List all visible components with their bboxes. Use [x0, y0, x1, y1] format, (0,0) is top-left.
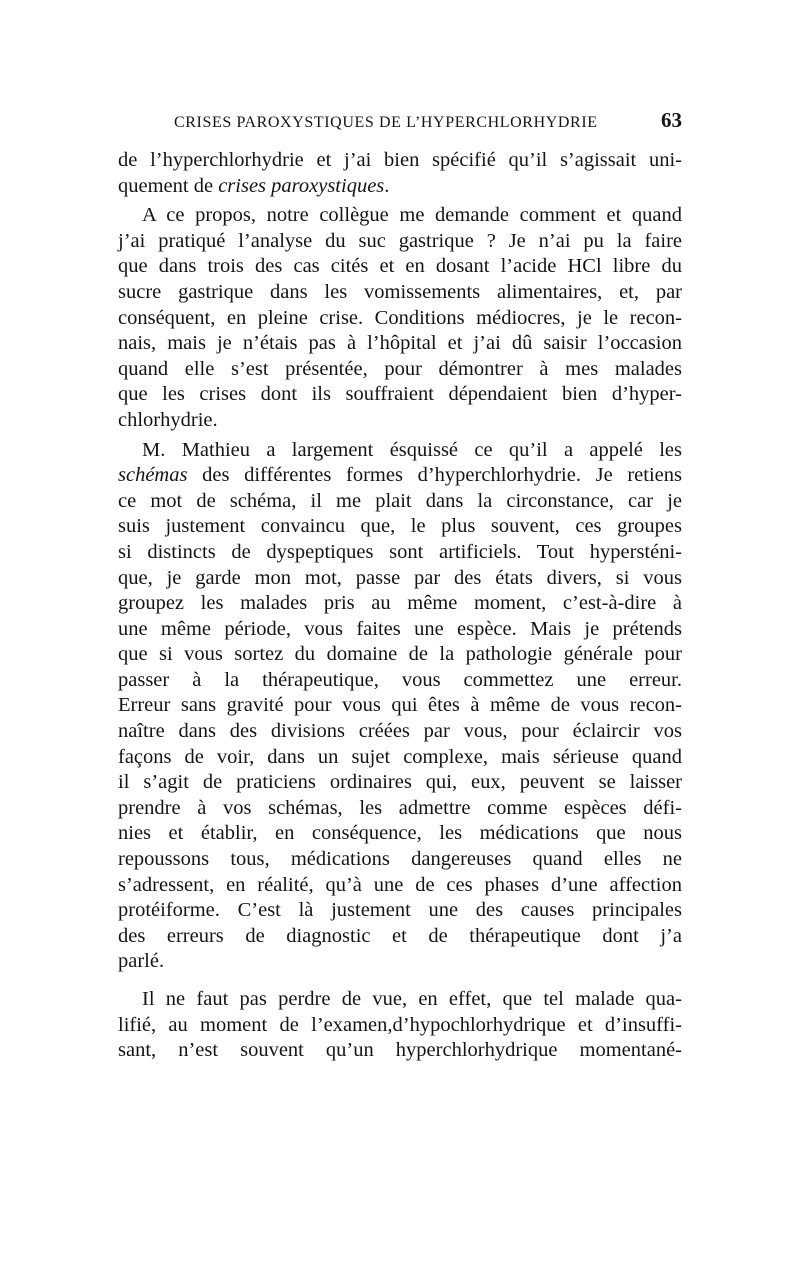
text-line: conséquent, en pleine crise. Conditions médiocres, je le recon-	[118, 306, 682, 329]
text-line: parlé.	[118, 950, 165, 973]
text-line: naître dans des divisions créées par vous, pour éclaircir vos	[118, 720, 682, 743]
text-line: lifié, au moment de l’examen,d’hypochlorhydrique et d’insuffi-	[118, 1013, 682, 1036]
text-line: prendre à vos schémas, les admettre comme espèces défi-	[118, 796, 682, 819]
running-title: CRISES PAROXYSTIQUES DE L’HYPERCHLORHYDRIE	[174, 114, 598, 131]
text-line: quand elle s’est présentée, pour démontrer à mes malades	[118, 357, 682, 380]
text-line: sant, n’est souvent qu’un hyperchlorhydrique momentané-	[118, 1039, 682, 1062]
text-line	[118, 174, 682, 200]
text-line: façons de voir, dans un sujet complexe, mais sérieuse quand	[118, 745, 682, 768]
text-line: M. Mathieu a largement ésquissé ce qu’il a appelé les	[142, 438, 682, 461]
text-line: si distincts de dyspeptiques sont artificiels. Tout hypersténi-	[118, 540, 682, 563]
text-line: passer à la thérapeutique, vous commettez une erreur.	[118, 668, 682, 691]
text-line: suis justement convaincu que, le plus souvent, ces groupes	[118, 515, 682, 538]
text-line: il s’agit de praticiens ordinaires qui, eux, peuvent se laisser	[118, 771, 682, 794]
text-line: A ce propos, notre collègue me demande comment et quand	[142, 204, 682, 227]
paragraph-2	[118, 203, 682, 433]
text-line: groupez les malades pris au même moment, c’est-à-dire à	[118, 592, 682, 615]
text-line: sucre gastrique dans les vomissements alimentaires, et, par	[118, 280, 682, 303]
emphasis-text: schémas	[118, 464, 188, 487]
text-line: repoussons tous, médications dangereuses quand elles ne	[118, 848, 682, 871]
running-head	[118, 108, 682, 148]
page-number: 63	[661, 108, 682, 132]
document-page	[118, 108, 682, 1064]
text-line: ce mot de schéma, il me plait dans la circonstance, car je	[118, 489, 682, 512]
paragraph-4	[118, 987, 682, 1064]
text-line: nais, mais je n’étais pas à l’hôpital et j’ai dû saisir l’occasion	[118, 332, 682, 355]
text-line: chlorhydrie.	[118, 408, 218, 431]
emphasis-text: crises paroxystiques	[218, 174, 385, 197]
text-line: s’adressent, en réalité, qu’à une de ces phases d’une affection	[118, 873, 682, 896]
text-run: quement de	[118, 174, 219, 197]
text-line	[118, 463, 682, 489]
text-line: de l’hyperchlorhydrie et j’ai bien spécifié qu’il s’agissait uni-	[118, 149, 682, 171]
text-line: protéiforme. C’est là justement une des causes principales	[118, 899, 682, 922]
text-line: Erreur sans gravité pour vous qui êtes à même de vous recon-	[118, 694, 682, 717]
paragraph-1	[118, 148, 682, 199]
text-line: que les crises dont ils souffraient dépendaient bien d’hyper-	[118, 383, 682, 406]
text-line: nies et établir, en conséquence, les médications que nous	[118, 822, 682, 845]
text-line: j’ai pratiqué l’analyse du suc gastrique ? Je n’ai pu la faire	[118, 229, 682, 252]
text-run: des différentes formes d’hyperchlorhydrie. Je retiens	[187, 464, 682, 487]
paragraph-3	[118, 438, 682, 975]
text-line: que dans trois des cas cités et en dosant l’acide HCl libre du	[118, 255, 682, 278]
text-run: .	[384, 174, 390, 197]
text-line: que, je garde mon mot, passe par des états divers, si vous	[118, 566, 682, 589]
text-line: une même période, vous faites une espèce. Mais je prétends	[118, 617, 682, 640]
body-text	[118, 148, 682, 1064]
text-line: des erreurs de diagnostic et de thérapeutique dont j’a	[118, 924, 682, 947]
text-line: que si vous sortez du domaine de la pathologie générale pour	[118, 643, 682, 666]
text-line: Il ne faut pas perdre de vue, en effet, que tel malade qua-	[142, 988, 682, 1010]
